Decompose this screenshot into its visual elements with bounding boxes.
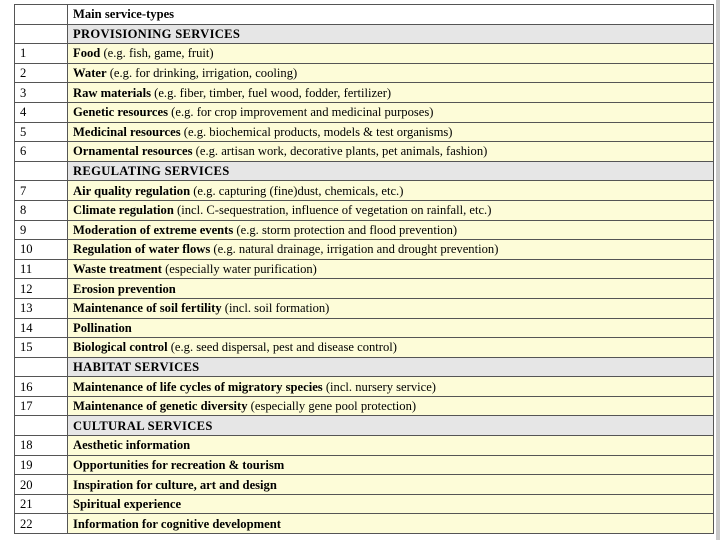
item-number: 20: [15, 475, 68, 495]
item-description: [68, 298, 714, 318]
item-number: 6: [15, 142, 68, 162]
table-row: [15, 181, 714, 201]
item-description: [68, 220, 714, 240]
item-name: Medicinal resources: [73, 124, 181, 139]
table-row: [15, 494, 714, 514]
item-detail: (e.g. artisan work, decorative plants, pet animals, fashion): [192, 144, 488, 159]
table-row: [15, 436, 714, 456]
table-row: [15, 298, 714, 318]
item-name: Aesthetic information: [73, 438, 191, 453]
item-detail: (especially water purification): [161, 262, 317, 277]
table-row: [15, 475, 714, 495]
item-number: 11: [15, 259, 68, 279]
item-description: [68, 240, 714, 260]
item-name: Air quality regulation: [73, 183, 191, 198]
item-detail: (incl. soil formation): [221, 301, 330, 316]
table-row: [15, 200, 714, 220]
table-row: [15, 338, 714, 358]
item-name: Maintenance of soil fertility: [73, 301, 222, 316]
item-description: [68, 83, 714, 103]
item-name: Biological control: [73, 340, 168, 355]
item-detail: (e.g. for drinking, irrigation, cooling): [106, 66, 298, 81]
item-number: 13: [15, 298, 68, 318]
item-number: 1: [15, 44, 68, 64]
item-description: [68, 259, 714, 279]
item-detail: (incl. nursery service): [322, 379, 436, 394]
item-name: Food: [73, 46, 101, 61]
item-detail: (incl. C-sequestration, influence of vegetation on rainfall, etc.): [173, 203, 492, 218]
table-row: [15, 220, 714, 240]
item-description: [68, 279, 714, 299]
item-name: Waste treatment: [73, 262, 162, 277]
item-name: Pollination: [73, 320, 132, 335]
item-name: Climate regulation: [73, 203, 174, 218]
item-description: [68, 436, 714, 456]
ecosystem-services-table: [14, 4, 714, 534]
item-name: Opportunities for recreation & tourism: [73, 457, 285, 472]
table-row: [15, 318, 714, 338]
item-number: 22: [15, 514, 68, 534]
item-description: [68, 396, 714, 416]
table-row: [15, 44, 714, 64]
item-number: 16: [15, 377, 68, 397]
table-row: [15, 102, 714, 122]
item-number: 7: [15, 181, 68, 201]
table-row: [15, 142, 714, 162]
item-number: 12: [15, 279, 68, 299]
item-description: [68, 455, 714, 475]
item-number: 5: [15, 122, 68, 142]
section-row: [15, 161, 714, 181]
item-description: [68, 494, 714, 514]
header-number-cell: [15, 5, 68, 25]
item-detail: (e.g. fiber, timber, fuel wood, fodder, fertilizer): [151, 85, 392, 100]
item-number: 18: [15, 436, 68, 456]
section-number-cell: [15, 24, 68, 44]
item-description: [68, 122, 714, 142]
item-name: Genetic resources: [73, 105, 169, 120]
item-description: [68, 338, 714, 358]
item-detail: (e.g. capturing (fine)dust, chemicals, etc.): [190, 183, 404, 198]
section-title: CULTURAL SERVICES: [68, 416, 714, 436]
item-number: 2: [15, 63, 68, 83]
item-name: Information for cognitive development: [73, 516, 281, 531]
item-description: [68, 63, 714, 83]
item-description: [68, 102, 714, 122]
item-name: Maintenance of life cycles of migratory species: [73, 379, 323, 394]
section-row: [15, 416, 714, 436]
item-number: 8: [15, 200, 68, 220]
item-detail: (e.g. storm protection and flood prevention): [233, 222, 458, 237]
item-name: Regulation of water flows: [73, 242, 211, 257]
item-name: Ornamental resources: [73, 144, 193, 159]
item-name: Raw materials: [73, 85, 151, 100]
section-number-cell: [15, 161, 68, 181]
right-edge-shadow: [716, 0, 720, 540]
item-description: [68, 475, 714, 495]
section-row: [15, 24, 714, 44]
item-detail: (e.g. biochemical products, models & test organisms): [180, 124, 453, 139]
item-number: 15: [15, 338, 68, 358]
item-number: 21: [15, 494, 68, 514]
section-title: HABITAT SERVICES: [68, 357, 714, 377]
item-name: Maintenance of genetic diversity: [73, 399, 248, 414]
item-description: [68, 181, 714, 201]
item-name: Inspiration for culture, art and design: [73, 477, 277, 492]
item-detail: (especially gene pool protection): [247, 399, 417, 414]
table-row: [15, 514, 714, 534]
table-row: [15, 63, 714, 83]
table-row: [15, 83, 714, 103]
table-row: [15, 396, 714, 416]
item-name: Spiritual experience: [73, 497, 182, 512]
table-row: [15, 240, 714, 260]
item-detail: (e.g. seed dispersal, pest and disease control): [167, 340, 397, 355]
item-number: 19: [15, 455, 68, 475]
section-number-cell: [15, 416, 68, 436]
table-row: [15, 279, 714, 299]
item-detail: (e.g. fish, game, fruit): [100, 46, 214, 61]
item-name: Water: [73, 66, 107, 81]
table-row: [15, 122, 714, 142]
table-header-row: [15, 5, 714, 25]
section-title: REGULATING SERVICES: [68, 161, 714, 181]
item-description: [68, 142, 714, 162]
item-number: 14: [15, 318, 68, 338]
item-description: [68, 200, 714, 220]
item-number: 4: [15, 102, 68, 122]
header-title-cell: Main service-types: [68, 5, 714, 25]
table-row: [15, 259, 714, 279]
section-title: PROVISIONING SERVICES: [68, 24, 714, 44]
item-name: Moderation of extreme events: [73, 222, 234, 237]
item-detail: (e.g. for crop improvement and medicinal purposes): [168, 105, 434, 120]
item-name: Erosion prevention: [73, 281, 176, 296]
item-description: [68, 318, 714, 338]
item-number: 3: [15, 83, 68, 103]
item-number: 9: [15, 220, 68, 240]
item-description: [68, 377, 714, 397]
item-description: [68, 514, 714, 534]
item-number: 17: [15, 396, 68, 416]
item-detail: (e.g. natural drainage, irrigation and drought prevention): [210, 242, 499, 257]
section-number-cell: [15, 357, 68, 377]
section-row: [15, 357, 714, 377]
item-description: [68, 44, 714, 64]
table-body: [15, 5, 714, 534]
table-row: [15, 455, 714, 475]
item-number: 10: [15, 240, 68, 260]
table-row: [15, 377, 714, 397]
